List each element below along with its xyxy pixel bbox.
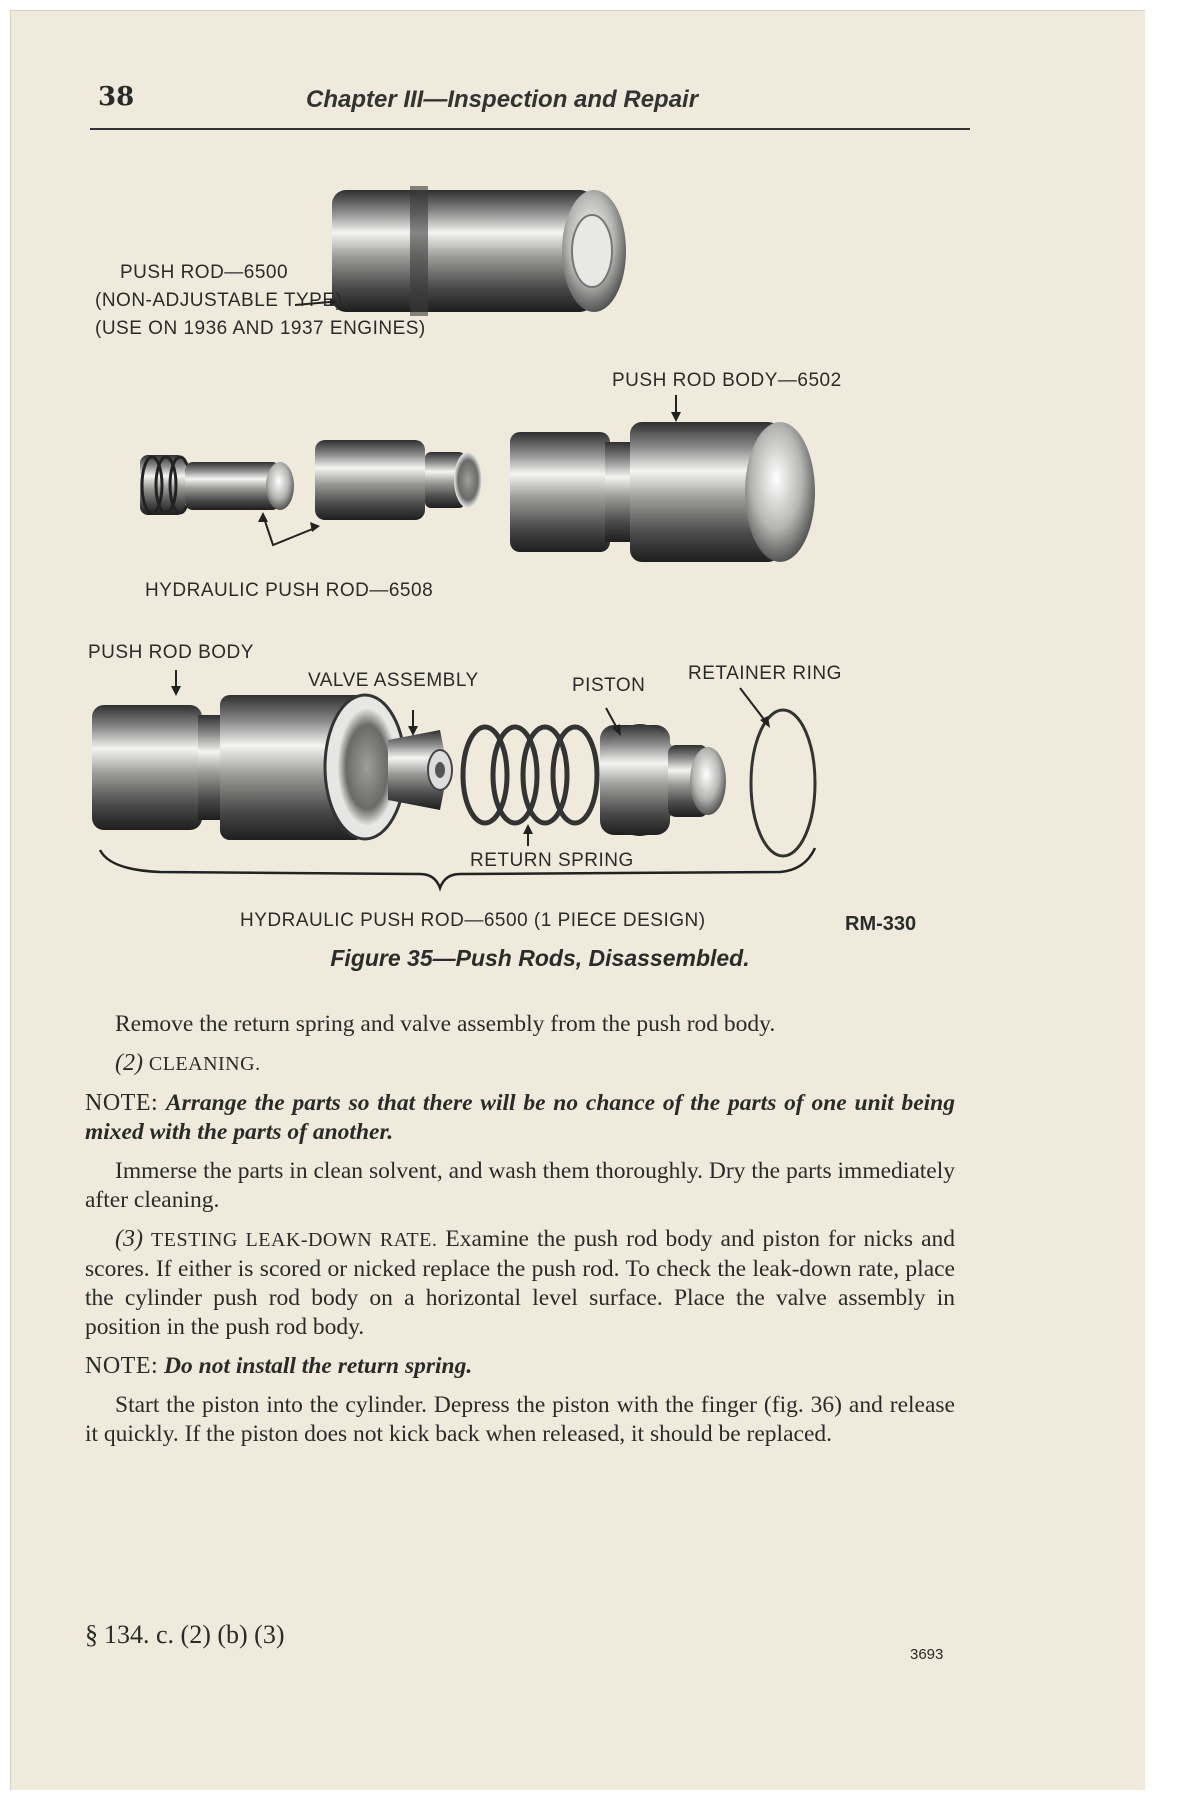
chapter-title: Chapter III—Inspection and Repair: [306, 86, 699, 113]
piston-part: [600, 724, 726, 836]
testing-number: (3): [115, 1226, 143, 1252]
note-text: Do not install the return spring.: [164, 1353, 473, 1379]
note-label: NOTE:: [85, 1353, 159, 1379]
label-piston: PISTON: [572, 675, 646, 696]
paragraph-testing: [85, 1225, 955, 1342]
note-arrange: [85, 1089, 955, 1147]
page-code: 3693: [910, 1646, 944, 1663]
label-hydraulic-push-rod-6508: HYDRAULIC PUSH ROD—6508: [145, 580, 434, 601]
push-rod-6500-part: [332, 186, 626, 316]
paragraph-immerse: Immerse the parts in clean solvent, and wash them thoroughly. Dry the parts immediately after cleaning.: [85, 1158, 955, 1213]
paragraph-remove: Remove the return spring and valve assembly from the push rod body.: [115, 1011, 776, 1037]
section-ref-text: 134. c. (2) (b) (3): [104, 1620, 285, 1649]
push-rod-body-part: [92, 695, 405, 840]
label-non-adjustable: (NON-ADJUSTABLE TYPE): [95, 290, 343, 311]
paragraph-start-piston: Start the piston into the cylinder. Depress the piston with the finger (fig. 36) and release it quickly. If the piston does not kick back when released, it should be replaced.: [85, 1392, 955, 1447]
testing-label: TESTING LEAK-DOWN RATE.: [151, 1229, 438, 1251]
label-use-on: (USE ON 1936 AND 1937 ENGINES): [95, 318, 426, 339]
label-hydraulic-push-rod-6500: HYDRAULIC PUSH ROD—6500 (1 PIECE DESIGN): [240, 910, 706, 931]
note-do-not-install: [85, 1352, 955, 1381]
assembly-brace: [100, 848, 815, 888]
page: [10, 10, 1145, 1790]
retainer-ring-part: [751, 710, 815, 856]
return-spring-part: [463, 727, 597, 823]
figure-code: RM-330: [845, 913, 917, 935]
push-rod-body-6502-part: [510, 422, 815, 562]
label-push-rod-body: PUSH ROD BODY: [88, 642, 254, 663]
note-label: NOTE:: [85, 1090, 159, 1116]
figure-caption: Figure 35—Push Rods, Disassembled.: [330, 945, 750, 971]
body-text: [85, 1010, 955, 1459]
cleaning-number: (2): [115, 1050, 143, 1076]
figure-35: [80, 170, 1000, 980]
push-rod-illustration: [80, 170, 1000, 940]
page-number: 38: [98, 82, 135, 112]
label-push-rod-6500: PUSH ROD—6500: [120, 262, 289, 283]
valve-assembly-part: [388, 730, 452, 810]
label-return-spring: RETURN SPRING: [470, 850, 634, 871]
section-symbol: §: [85, 1620, 98, 1649]
label-push-rod-body-6502: PUSH ROD BODY—6502: [612, 370, 842, 391]
hydraulic-push-rod-6508-part: [140, 440, 482, 520]
testing-text: Examine the push rod body and piston for nicks and scores. If either is scored or nicked replace the push rod. To check the leak-down rate, place the cylinder push rod body on a horizontal level surface. Place the valve assembly in position in the push rod body.: [85, 1226, 956, 1340]
section-reference: [85, 1620, 285, 1650]
page-header: [90, 70, 970, 130]
cleaning-label: CLEANING.: [148, 1053, 261, 1075]
note-text: Arrange the parts so that there will be no chance of the parts of one unit being mixed with the parts of another.: [85, 1090, 956, 1145]
heading-cleaning: [85, 1049, 955, 1079]
label-retainer-ring: RETAINER RING: [688, 663, 842, 684]
label-valve-assembly: VALVE ASSEMBLY: [308, 670, 479, 691]
